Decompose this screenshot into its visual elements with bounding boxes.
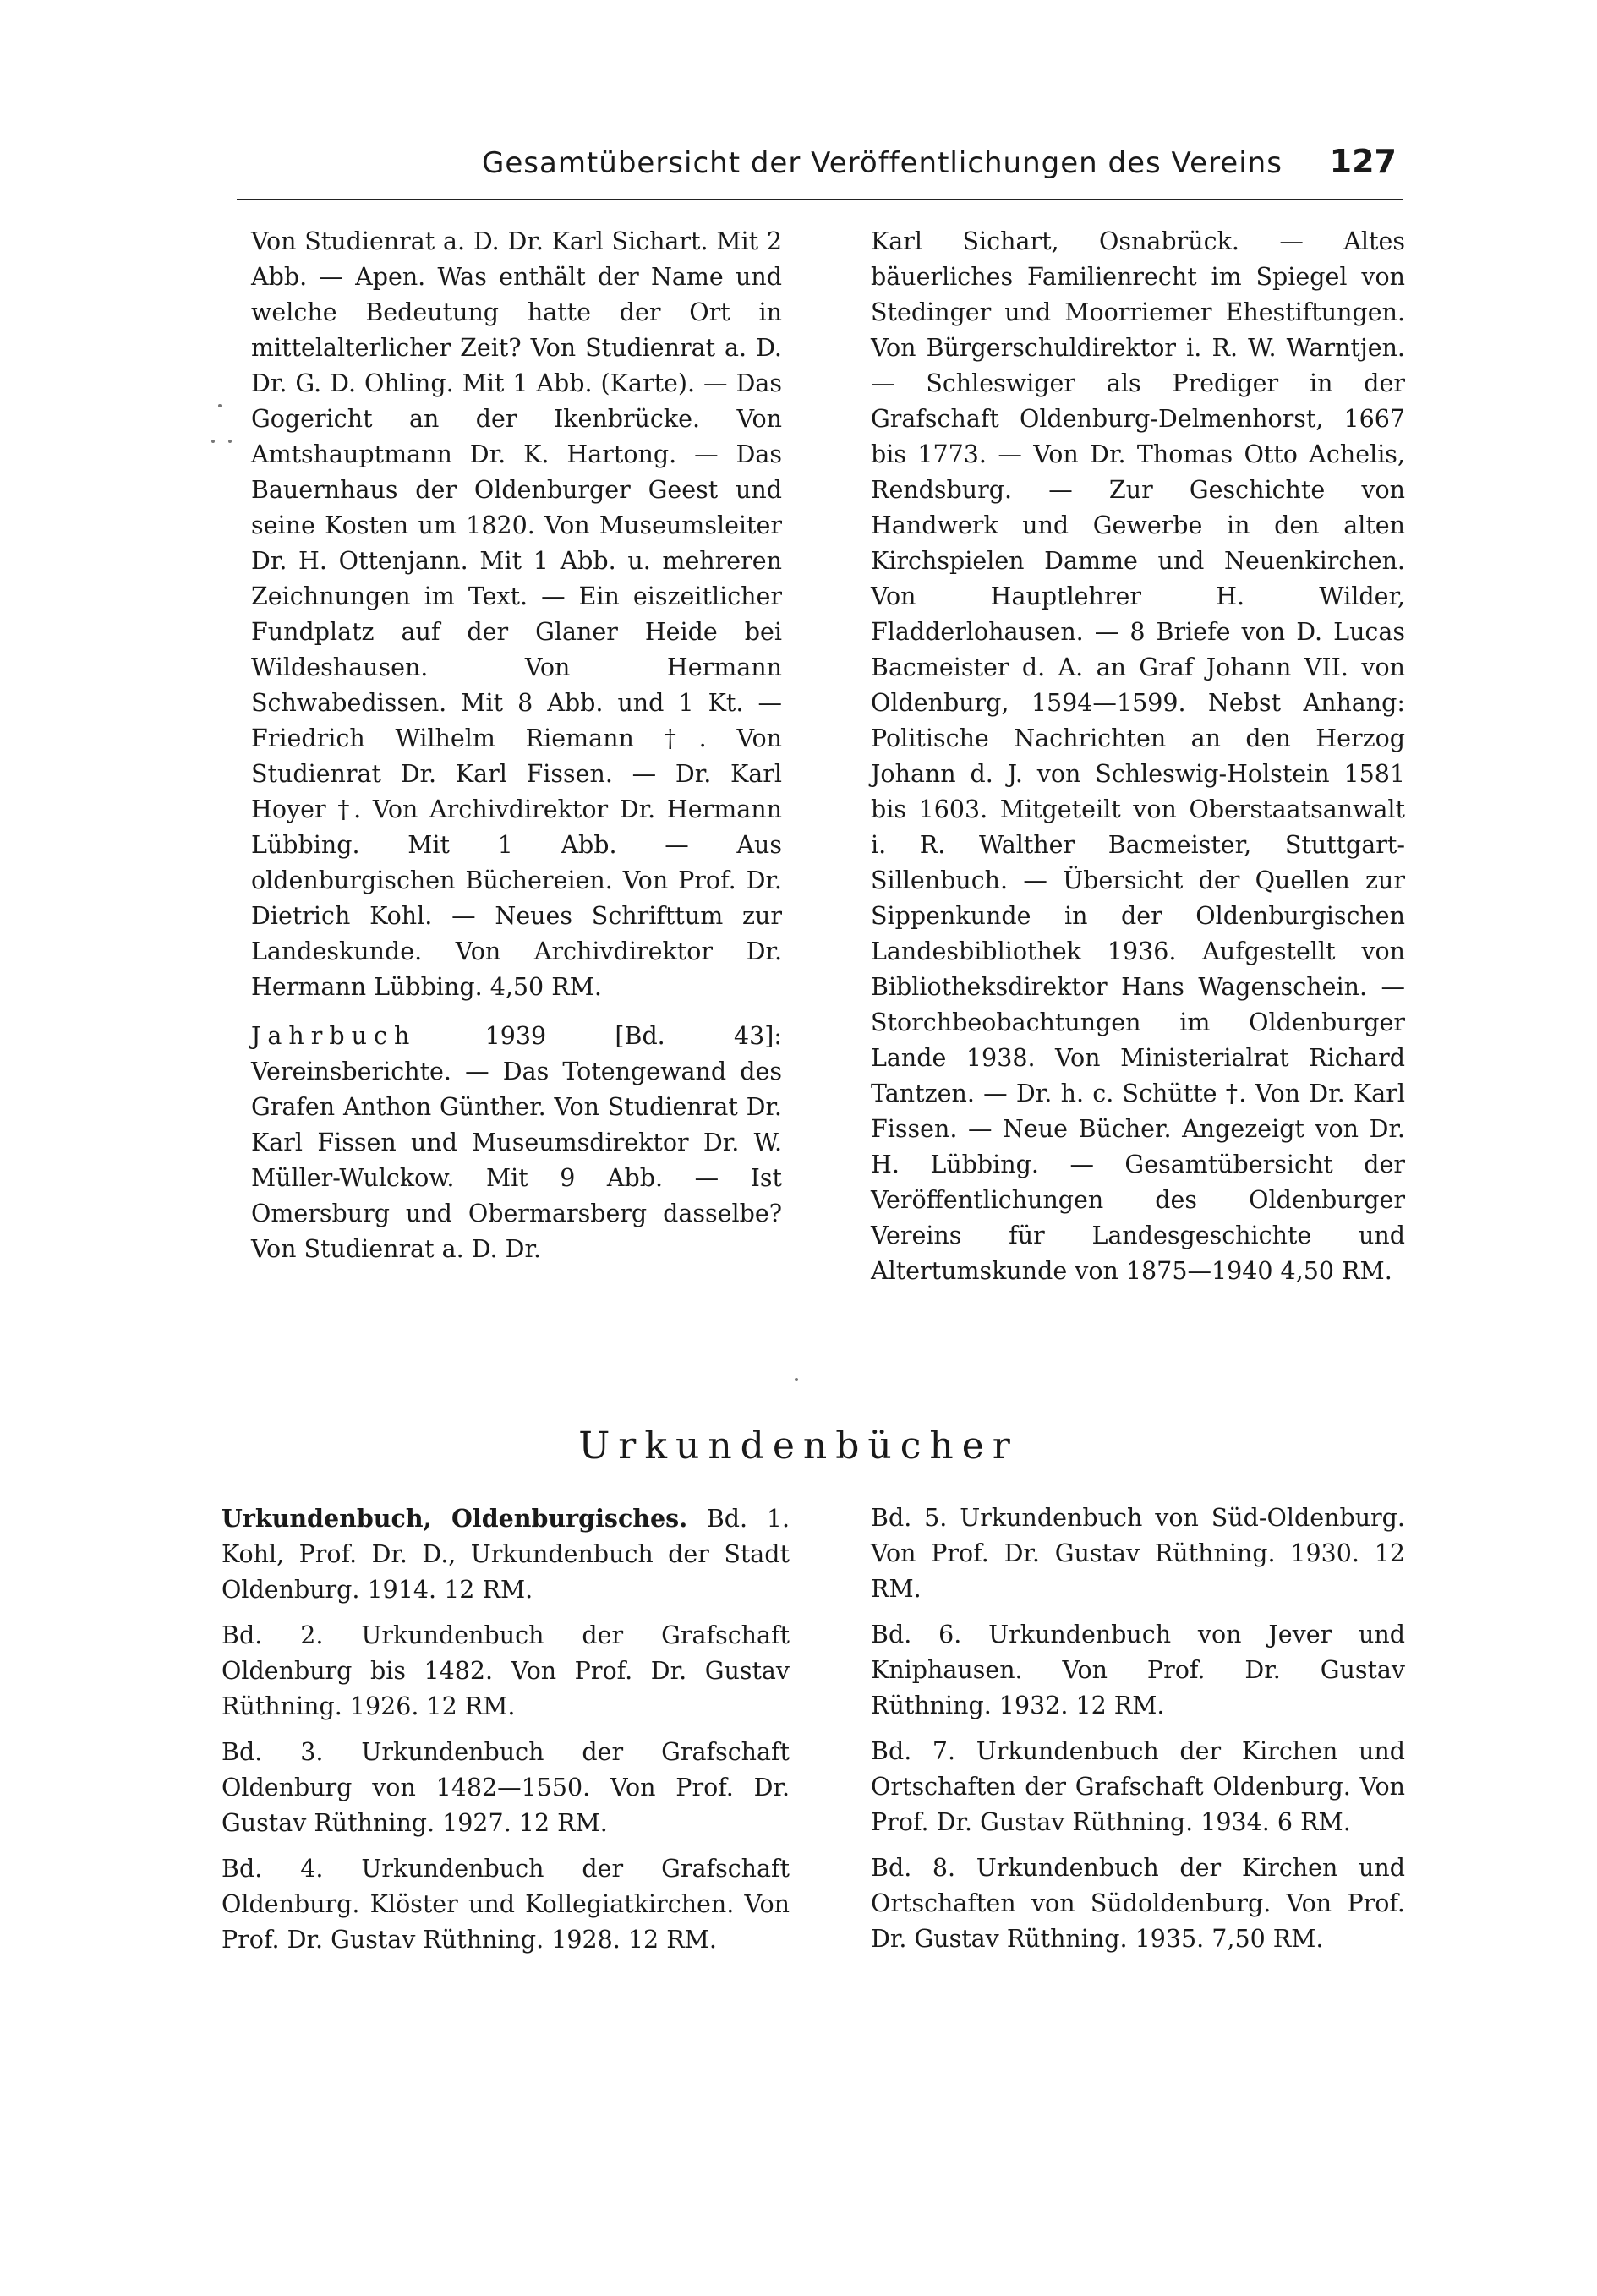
page-header — [237, 139, 1403, 200]
entry-text: Bd. 1. Kohl, Prof. Dr. D., Urkundenbuch der Stadt Oldenburg. 1914. 12 RM. — [222, 1505, 790, 1604]
margin-mark — [795, 1378, 798, 1381]
list-item — [222, 1501, 790, 1608]
margin-mark — [218, 404, 222, 407]
paragraph: Von Studienrat a. D. Dr. Karl Sichart. Mit 2 Abb. — Apen. Was enthält der Name und welche Bedeutung hatte der Ort in mittelalterlicher Zeit? Von Studienrat a. D. Dr. G. D. Ohling. Mit 1 Abb. (Karte). — Das Gogericht an der Ikenbrücke. Von Amtshauptmann Dr. K. Hartong. — Das Bauernhaus der Oldenburger Geest und seine Kosten um 1820. Von Museumsleiter Dr. H. Ottenjann. Mit 1 Abb. u. mehreren Zeichnungen im Text. — Ein eiszeitlicher Fundplatz auf der Glaner Heide bei Wildeshausen. Von Hermann Schwabedissen. Mit 8 Abb. und 1 Kt. — Friedrich Wilhelm Riemann †. Von Studienrat Dr. Karl Fissen. — Dr. Karl Hoyer †. Von Archivdirektor Dr. Hermann Lübbing. Mit 1 Abb. — Aus oldenburgischen Büchereien. Von Prof. Dr. Dietrich Kohl. — Neues Schrifttum zur Landeskunde. Von Archivdirektor Dr. Hermann Lübbing. 4,50 RM. — [251, 227, 782, 1001]
list-item: Bd. 3. Urkundenbuch der Grafschaft Oldenburg von 1482—1550. Von Prof. Dr. Gustav Rüthning. 1927. 12 RM. — [222, 1738, 790, 1837]
list-item: Bd. 8. Urkundenbuch der Kirchen und Ortschaften von Südoldenburg. Von Prof. Dr. Gustav Rüthning. 1935. 7,50 RM. — [871, 1854, 1405, 1953]
right-column — [871, 224, 1405, 1303]
list-item: Bd. 5. Urkundenbuch von Süd-Oldenburg. Von Prof. Dr. Gustav Rüthning. 1930. 12 RM. — [871, 1504, 1405, 1603]
section-heading: Urkundenbücher — [578, 1424, 1019, 1468]
running-title: Gesamtübersicht der Veröffentlichungen des Vereins — [482, 146, 1283, 180]
list-item: Bd. 6. Urkundenbuch von Jever und Kniphausen. Von Prof. Dr. Gustav Rüthning. 1932. 12 RM. — [871, 1621, 1405, 1719]
paragraph — [251, 1019, 782, 1267]
entry-heading: Urkundenbuch, Oldenburgisches. — [222, 1504, 688, 1533]
margin-mark — [211, 440, 215, 443]
page-number: 127 — [1329, 143, 1397, 180]
list-item: Bd. 7. Urkundenbuch der Kirchen und Ortschaften der Grafschaft Oldenburg. Von Prof. Dr. Gustav Rüthning. 1934. 6 RM. — [871, 1737, 1405, 1836]
paragraph-text: 1939 [Bd. 43]: Vereinsberichte. — Das Totengewand des Grafen Anthon Günther. Von Studienrat Dr. Karl Fissen und Museumsdirektor Dr. W. Müller-Wulckow. Mit 9 Abb. — Ist Omersburg und Obermarsberg dasselbe? Von Studienrat a. D. Dr. — [251, 1022, 782, 1263]
lower-left-column — [222, 1501, 790, 1968]
paragraph: Karl Sichart, Osnabrück. — Altes bäuerliches Familienrecht im Spiegel von Stedinger und Moorriemer Ehestiftungen. Von Bürgerschuldirektor i. R. W. Warntjen. — Schleswiger als Prediger in der Grafschaft Oldenburg-Delmenhorst, 1667 bis 1773. — Von Dr. Thomas Otto Achelis, Rendsburg. — Zur Geschichte von Handwerk und Gewerbe in den alten Kirchspielen Damme und Neuenkirchen. Von Hauptlehrer H. Wilder, Fladderlohausen. — 8 Briefe von D. Lucas Bacmeister d. A. an Graf Johann VII. von Oldenburg, 1594—1599. Nebst Anhang: Politische Nachrichten an den Herzog Johann d. J. von Schleswig-Holstein 1581 bis 1603. Mitgeteilt von Oberstaatsanwalt i. R. Walther Bacmeister, Stuttgart-Sillenbuch. — Übersicht der Quellen zur Sippenkunde in der Oldenburgischen Landesbibliothek 1936. Aufgestellt von Bibliotheksdirektor Hans Wagenschein. — Storchbeobachtungen im Oldenburger Lande 1938. Von Ministerialrat Richard Tantzen. — Dr. h. c. Schütte †. Von Dr. Karl Fissen. — Neue Bücher. Angezeigt von Dr. H. Lübbing. — Gesamtübersicht der Veröffentlichungen des Oldenburger Vereins für Landesgeschichte und Altertumskunde von 1875—1940 4,50 RM. — [871, 227, 1405, 1285]
list-item: Bd. 4. Urkundenbuch der Grafschaft Oldenburg. Klöster und Kollegiatkirchen. Von Prof. Dr. Gustav Rüthning. 1928. 12 RM. — [222, 1855, 790, 1954]
margin-mark — [228, 440, 232, 443]
left-column — [251, 224, 782, 1281]
lower-right-column — [871, 1501, 1405, 1967]
yearbook-label: Jahrbuch — [251, 1022, 417, 1050]
list-item: Bd. 2. Urkundenbuch der Grafschaft Oldenburg bis 1482. Von Prof. Dr. Gustav Rüthning. 1926. 12 RM. — [222, 1621, 790, 1720]
